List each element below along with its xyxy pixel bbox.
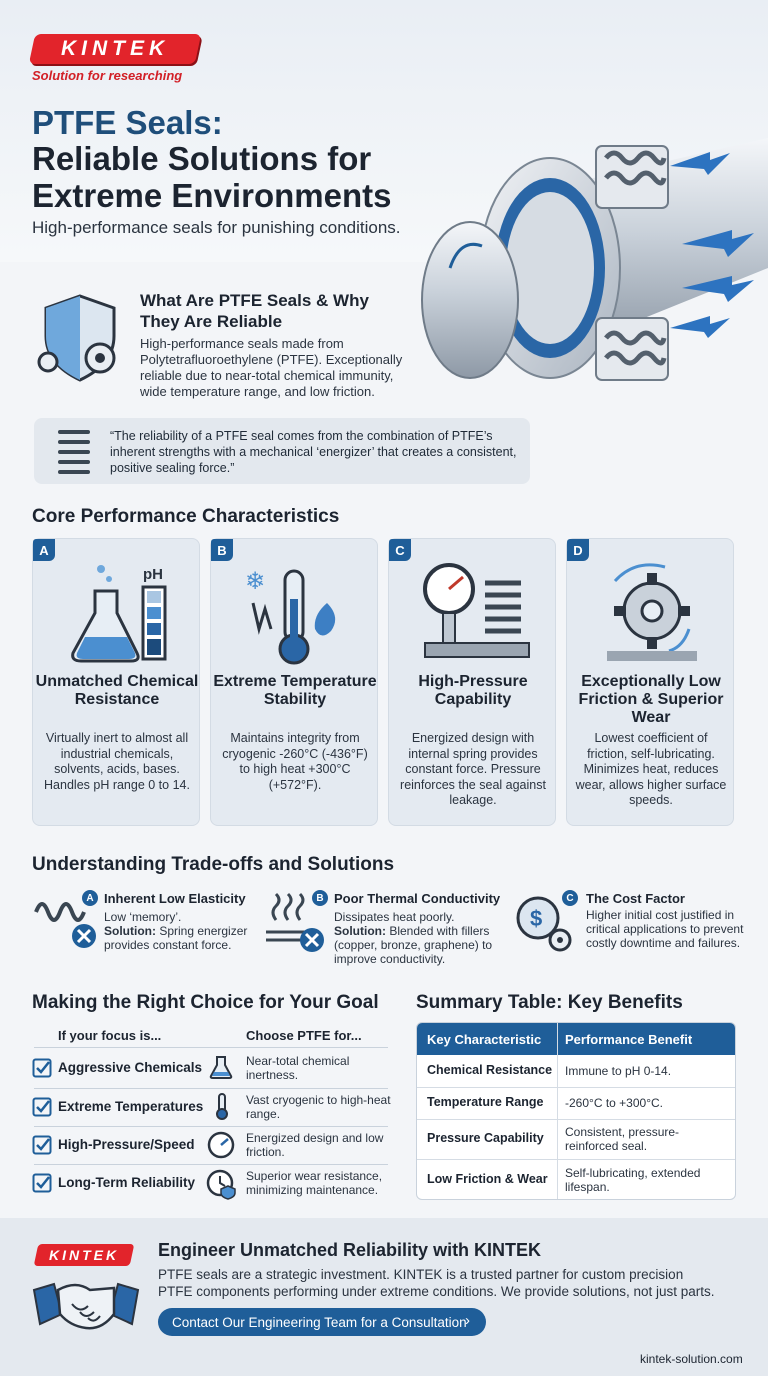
choice-row-desc: Vast cryogenic to high-heat range.	[246, 1093, 391, 1121]
checkbox-checked-icon	[32, 1135, 52, 1155]
choice-col2: Choose PTFE for...	[246, 1028, 362, 1043]
choice-row-desc: Near-total chemical inertness.	[246, 1054, 350, 1082]
tradeoff-badge: B	[312, 890, 328, 906]
contact-button-label: Contact Our Engineering Team for a Consultation	[172, 1314, 467, 1330]
table-header	[417, 1023, 736, 1055]
table-cell-key: Pressure Capability	[427, 1131, 544, 1145]
card-title: Unmatched Chemical Resistance	[35, 673, 199, 708]
logo-tagline: Solution for researching	[32, 68, 183, 83]
thermometer-icon	[241, 559, 351, 669]
spring-icon	[54, 426, 94, 476]
divider	[34, 1164, 388, 1165]
card-title: High-Pressure Capability	[418, 673, 528, 708]
card-friction	[566, 538, 734, 826]
table-cell-key: Temperature Range	[427, 1095, 544, 1109]
table-row-divider	[417, 1159, 736, 1160]
card-title: Exceptionally Low Friction & Superior Wear	[578, 673, 724, 726]
choice-row-desc: Energized design and low friction.	[246, 1131, 384, 1159]
table-cell-key: Chemical Resistance	[427, 1063, 553, 1077]
card-body: Virtually inert to almost all industrial chemicals, solvents, acids, bases. Handles pH range 0 to 14.	[44, 731, 190, 792]
summary-heading: Summary Table: Key Benefits	[416, 992, 683, 1013]
tradeoff-line1: Low ‘memory’.	[104, 910, 182, 924]
card-body: Energized design with internal spring provides constant force. Pressure reinforces the seal against leakage.	[400, 731, 546, 807]
hero-title-line1: PTFE Seals:	[32, 104, 223, 141]
kintek-logo	[32, 34, 198, 83]
ptfe-seal-illustration-icon	[420, 118, 768, 428]
footer-title: Engineer Unmatched Reliability with KINTEK	[158, 1240, 542, 1260]
divider	[34, 1047, 388, 1048]
choice-row-label: High-Pressure/Speed	[58, 1137, 195, 1152]
what-are-body: High-performance seals made from Polytetrafluoroethylene (PTFE). Exceptionally reliable due to near-total chemical immunity, wide temperature range, and low friction.	[140, 336, 403, 399]
footer-logo	[34, 1244, 135, 1266]
card-body: Maintains integrity from cryogenic -260°C (-436°F) to high heat +300°C (+572°F).	[222, 731, 368, 792]
divider	[34, 1088, 388, 1089]
handshake-icon	[32, 1270, 140, 1340]
table-col-divider	[557, 1023, 558, 1200]
tradeoff-title: Inherent Low Elasticity	[104, 891, 246, 906]
logo-text: KINTEK	[60, 37, 170, 60]
choice-row-desc: Superior wear resistance, minimizing maintenance.	[246, 1169, 383, 1197]
footer-body: PTFE seals are a strategic investment. KINTEK is a trusted partner for custom precision PTFE components performing under extreme conditions. We provide solutions, not just parts.	[158, 1267, 715, 1299]
card-body: Lowest coefficient of friction, self-lubricating. Minimizes heat, reduces wear, allows higher surface speeds.	[575, 731, 727, 807]
clock-shield-icon	[206, 1168, 238, 1200]
checkbox-checked-icon	[32, 1097, 52, 1117]
hero-subtitle: High-performance seals for punishing conditions.	[32, 218, 401, 237]
tradeoff-badge: A	[82, 890, 98, 906]
tradeoff-line1: Dissipates heat poorly.	[334, 910, 455, 924]
table-cell-value: -260°C to +300°C.	[565, 1096, 663, 1110]
pressure-gauge-icon	[415, 559, 535, 669]
website-url[interactable]: kintek-solution.com	[640, 1352, 743, 1366]
table-cell-value: Self-lubricating, extended lifespan.	[565, 1166, 701, 1194]
tradeoff-solution: Solution: Blended with fillers (copper, bronze, graphene) to improve conductivity.	[334, 924, 493, 966]
choice-col1: If your focus is...	[58, 1028, 162, 1043]
card-temperature	[210, 538, 378, 826]
core-heading: Core Performance Characteristics	[32, 506, 340, 527]
tradeoff-solution: Solution: Spring energizer provides constant force.	[104, 924, 248, 952]
speedometer-icon	[206, 1130, 236, 1160]
quote-text: “The reliability of a PTFE seal comes from the combination of PTFE’s inherent strengths with a mechanical ‘energizer’ that creates a consistent, positive sealing force.”	[110, 429, 517, 475]
divider	[34, 1126, 388, 1127]
summary-table	[416, 1022, 736, 1200]
svg-text:❄: ❄	[245, 567, 266, 595]
footer-logo-text: KINTEK	[48, 1247, 120, 1263]
card-badge: D	[567, 539, 589, 561]
table-cell-value: Immune to pH 0-14.	[565, 1064, 672, 1078]
checkbox-checked-icon	[32, 1173, 52, 1193]
choice-row-label: Extreme Temperatures	[58, 1099, 204, 1114]
card-badge: A	[33, 539, 55, 561]
what-are-title: What Are PTFE Seals & Why They Are Reliable	[140, 291, 369, 331]
table-cell-key: Low Friction & Wear	[427, 1172, 548, 1186]
hero-title-line2: Reliable Solutions for Extreme Environments	[32, 140, 392, 214]
shield-gear-icon	[32, 290, 128, 386]
card-badge: B	[211, 539, 233, 561]
contact-button[interactable]	[158, 1308, 486, 1336]
flask-ph-icon	[65, 557, 175, 667]
tradeoff-badge: C	[562, 890, 578, 906]
table-row-divider	[417, 1119, 736, 1120]
tradeoffs-heading: Understanding Trade-offs and Solutions	[32, 854, 395, 875]
table-col1: Key Characteristic	[427, 1032, 542, 1047]
chevron-right-icon: ›	[465, 1312, 470, 1329]
thermometer-small-icon	[212, 1092, 232, 1120]
table-col2: Performance Benefit	[565, 1032, 693, 1047]
flask-icon	[208, 1054, 234, 1080]
tradeoff-title: Poor Thermal Conductivity	[334, 891, 501, 906]
table-row-divider	[417, 1087, 736, 1088]
card-chemical	[32, 538, 200, 826]
ph-label: pH	[143, 566, 163, 583]
card-pressure	[388, 538, 556, 826]
card-badge: C	[389, 539, 411, 561]
choice-row-label: Long-Term Reliability	[58, 1175, 196, 1190]
choice-heading: Making the Right Choice for Your Goal	[32, 992, 379, 1013]
gear-icon	[597, 559, 707, 669]
choice-row-label: Aggressive Chemicals	[58, 1060, 203, 1075]
tradeoff-line1: Higher initial cost justified in critical applications to prevent costly downtime and failures.	[586, 908, 744, 950]
card-title: Extreme Temperature Stability	[213, 673, 377, 708]
checkbox-checked-icon	[32, 1058, 52, 1078]
svg-text:$: $	[530, 906, 543, 931]
table-cell-value: Consistent, pressure-reinforced seal.	[565, 1125, 680, 1153]
tradeoff-title: The Cost Factor	[586, 891, 685, 906]
